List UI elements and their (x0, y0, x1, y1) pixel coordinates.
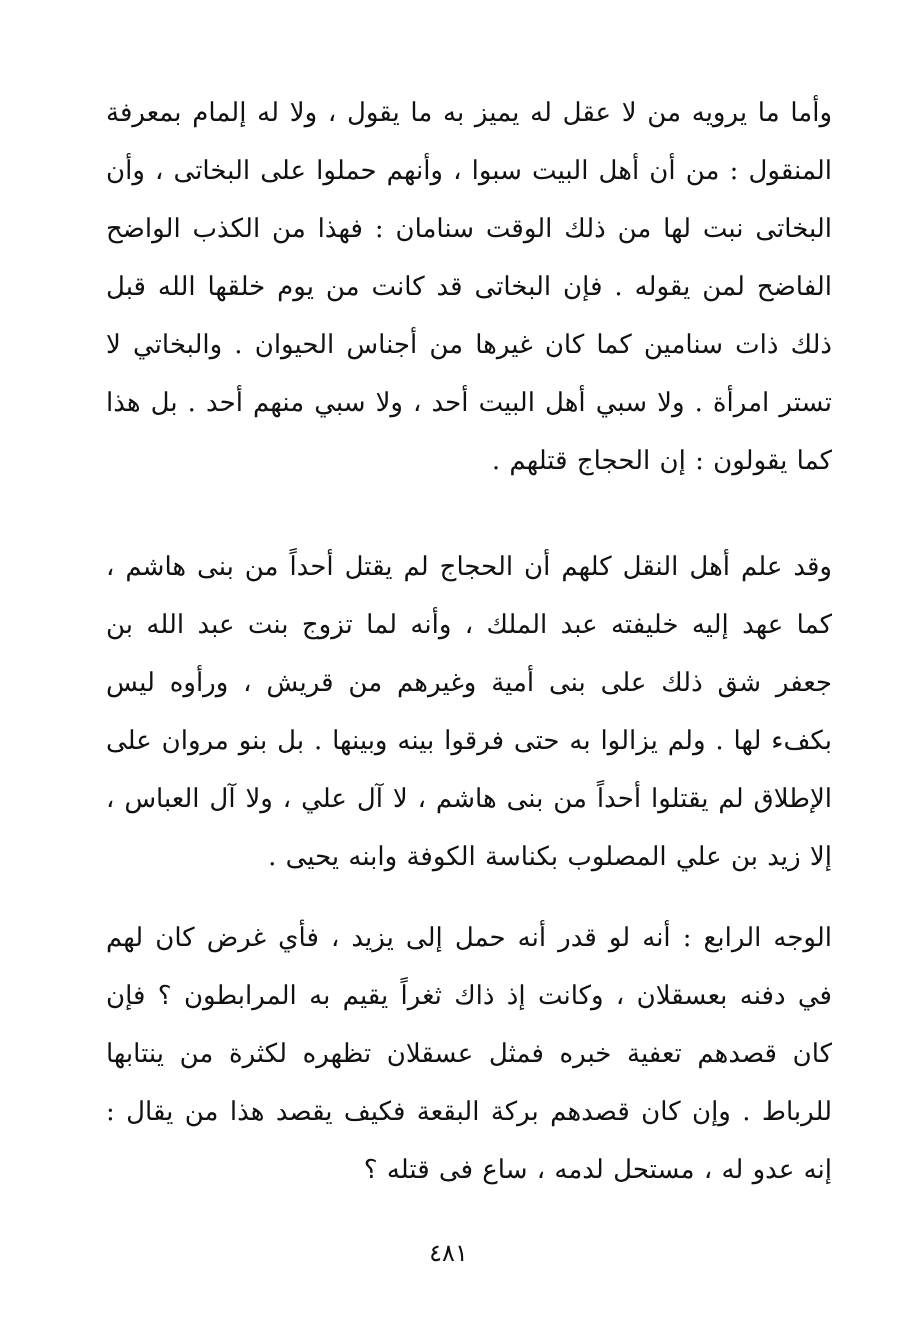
paragraph-3: الوجه الرابع : أنه لو قدر أنه حمل إلى يزيد ، فأي غرض كان لهم في دفنه بعسقلان ، وكانت إذ ذاك ثغراً يقيم به المرابطون ؟ فإن كان قصدهم تعفية خبره فمثل عسقلان تظهره لكثرة من ينتابها للرباط . وإن كان قصدهم بركة البقعة فكيف يقصد هذا من يقال : إنه عدو له ، مستحل لدمه ، ساع فى قتله ؟ (106, 923, 832, 1185)
paragraph-1: وأما ما يرويه من لا عقل له يميز به ما يقول ، ولا له إلمام بمعرفة المنقول : من أن أهل البيت سبوا ، وأنهم حملوا على البخاتى ، وأن البخاتى نبت لها من ذلك الوقت سنامان : فهذا من الكذب الواضح الفاضح لمن يقوله . فإن البخاتى قد كانت من يوم خلقها الله قبل ذلك ذات سنامين كما كان غيرها من أجناس الحيوان . والبخاتي لا تستر امرأة . ولا سبي أهل البيت أحد ، ولا سبي منهم أحد . بل هذا كما يقولون : إن الحجاج قتلهم . (106, 98, 832, 476)
page-number: ٤٨١ (429, 1239, 468, 1267)
paragraph-2: وقد علم أهل النقل كلهم أن الحجاج لم يقتل أحداً من بنى هاشم ، كما عهد إليه خليفته عبد الملك ، وأنه لما تزوج بنت عبد الله بن جعفر شق ذلك على بنى أمية وغيرهم من قريش ، ورأوه ليس بكفء لها . ولم يزالوا به حتى فرقوا بينه وبينها . بل بنو مروان على الإطلاق لم يقتلوا أحداً من بنى هاشم ، لا آل علي ، ولا آل العباس ، إلا زيد بن علي المصلوب بكناسة الكوفة وابنه يحيى . (106, 552, 832, 872)
